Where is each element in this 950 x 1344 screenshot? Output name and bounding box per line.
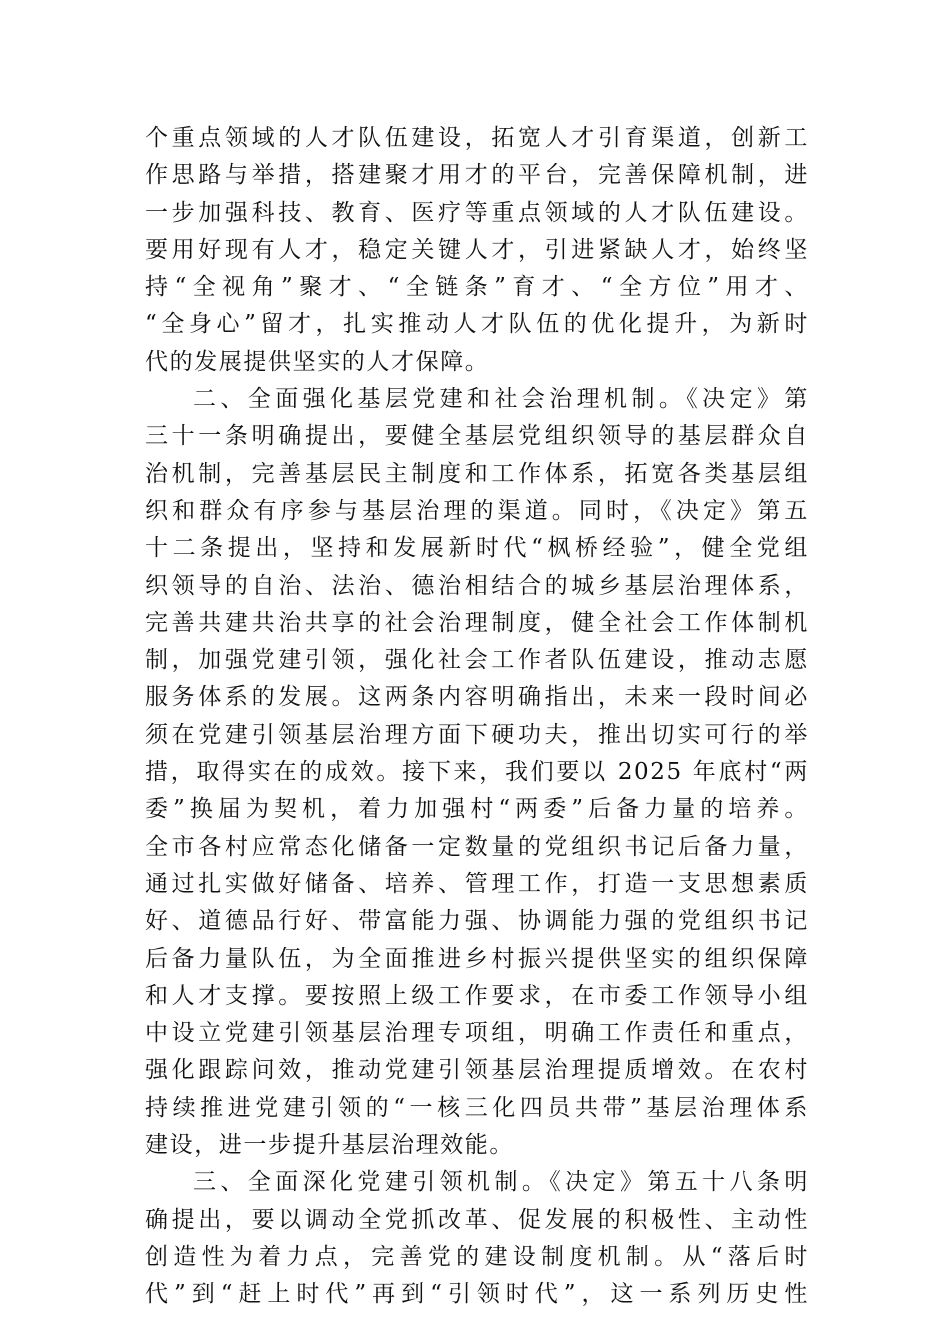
text-line: 服务体系的发展。这两条内容明确指出，未来一段时间必 [145,684,809,711]
text-line: 须在党建引领基层治理方面下硬功夫，推出切实可行的举 [145,721,809,748]
text-line: 通过扎实做好储备、培养、管理工作，打造一支思想素质 [145,870,809,897]
text-line: “全身心”留才，扎实推动人才队伍的优化提升，为新时 [145,311,809,338]
text-line: 和人才支撑。要按照上级工作要求，在市委工作领导小组 [145,982,809,1009]
text-line: 十二条提出，坚持和发展新时代“枫桥经验”，健全党组 [145,535,809,562]
text-line: 代的发展提供坚实的人才保障。 [145,348,490,375]
document-body-text [145,120,809,1314]
text-line: 二、全面强化基层党建和社会治理机制。《决定》第 [193,386,809,413]
text-line: 建设，进一步提升基层治理效能。 [145,1132,514,1159]
text-line: 作思路与举措，搭建聚才用才的平台，完善保障机制，进 [145,162,809,189]
text-line: 措，取得实在的成效。接下来，我们要以 2025 年底村“两 [145,759,809,786]
text-line: 创造性为着力点，完善党的建设制度机制。从“落后时 [145,1243,809,1270]
text-line: 三、全面深化党建引领机制。《决定》第五十八条明 [193,1169,809,1196]
text-line: 个重点领域的人才队伍建设，拓宽人才引育渠道，创新工 [145,125,809,151]
text-line: 确提出，要以调动全党抓改革、促发展的积极性、主动性 [145,1206,809,1233]
text-line: 持“全视角”聚才、“全链条”育才、“全方位”用才、 [145,274,809,301]
text-line: 全市各村应常态化储备一定数量的党组织书记后备力量， [145,833,809,860]
text-line: 完善共建共治共享的社会治理制度，健全社会工作体制机 [145,609,809,636]
text-line: 强化跟踪问效，推动党建引领基层治理提质增效。在农村 [145,1057,809,1084]
text-line: 三十一条明确提出，要健全基层党组织领导的基层群众自 [145,423,809,450]
text-line: 织领导的自治、法治、德治相结合的城乡基层治理体系， [145,572,809,599]
text-line: 后备力量队伍，为全面推进乡村振兴提供坚实的组织保障 [145,945,809,972]
text-line: 一步加强科技、教育、医疗等重点领域的人才队伍建设。 [145,199,809,226]
text-line: 持续推进党建引领的“一核三化四员共带”基层治理体系 [145,1094,809,1121]
text-line: 织和群众有序参与基层治理的渠道。同时，《决定》第五 [145,497,809,524]
text-line: 中设立党建引领基层治理专项组，明确工作责任和重点， [145,1020,809,1047]
text-line: 要用好现有人才，稳定关键人才，引进紧缺人才，始终坚 [145,236,809,263]
text-line: 治机制，完善基层民主制度和工作体系，拓宽各类基层组 [145,460,809,487]
text-line: 委”换届为契机，着力加强村“两委”后备力量的培养。 [145,796,809,823]
text-line: 代”到“赶上时代”再到“引领时代”，这一系列历史性 [145,1281,809,1308]
text-line: 好、道德品行好、带富能力强、协调能力强的党组织书记 [145,908,809,935]
text-line: 制，加强党建引领，强化社会工作者队伍建设，推动志愿 [145,647,809,674]
